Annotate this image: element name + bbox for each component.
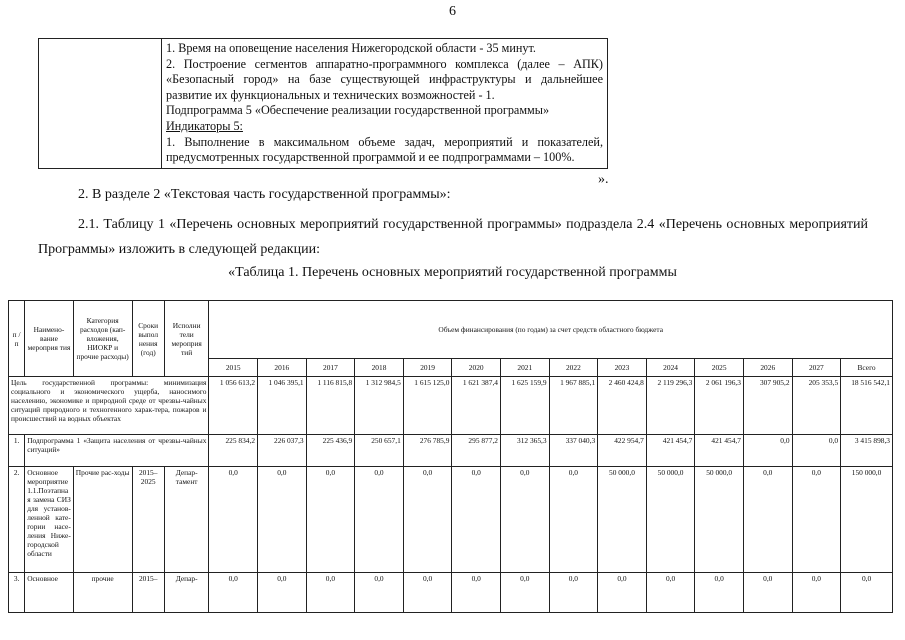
- row1-value: 422 954,7: [598, 435, 647, 467]
- goal-value: 2 460 424,8: [598, 377, 647, 435]
- top-line-1: 1. Время на оповещение населения Нижегородской области - 35 минут.: [166, 41, 536, 55]
- closing-quote: ».: [598, 172, 609, 187]
- top-block-empty-cell: [39, 39, 162, 169]
- row2-value: 0,0: [306, 467, 355, 573]
- row3-value: 0,0: [403, 573, 452, 613]
- goal-value: 1 615 125,0: [403, 377, 452, 435]
- row2-value: 0,0: [209, 467, 258, 573]
- row2-value: 0,0: [258, 467, 307, 573]
- row2-category: Прочие рас-ходы: [73, 467, 132, 573]
- header-name: Наимено-вание мероприя тия: [25, 301, 74, 377]
- row-num: 2.: [9, 467, 25, 573]
- top-block-text-cell: [162, 39, 608, 169]
- header-num: п / п: [9, 301, 25, 377]
- goal-value: 307 905,2: [743, 377, 792, 435]
- row2-name: Основное мероприятие 1.1.Поэтапна я замена СИЗ для установ-ленной кате-гории насе-ления Ниже-городской области: [25, 467, 74, 573]
- year-header: 2027: [792, 359, 841, 377]
- row2-value: 0,0: [549, 467, 598, 573]
- goal-value: 205 353,5: [792, 377, 841, 435]
- goal-value: 1 046 395,1: [258, 377, 307, 435]
- goal-value: 1 625 159,9: [500, 377, 549, 435]
- table-caption: «Таблица 1. Перечень основных мероприятий государственной программы: [228, 265, 677, 280]
- year-header: 2016: [258, 359, 307, 377]
- row3-value: 0,0: [598, 573, 647, 613]
- year-header: 2022: [549, 359, 598, 377]
- row3-executor: Депар-: [164, 573, 209, 613]
- row1-value: 337 040,3: [549, 435, 598, 467]
- row1-value-total: 3 415 898,3: [841, 435, 893, 467]
- row2-term: 2015–2025: [132, 467, 164, 573]
- goal-value: 2 119 296,3: [646, 377, 695, 435]
- paragraph-2: 2.1. Таблицу 1 «Перечень основных мероприятий государственной программы» подраздела 2.4 «Перечень основных мероприятий Программы» изложить в следующей редакции:: [38, 217, 868, 257]
- row1-value: 295 877,2: [452, 435, 501, 467]
- row2-value-total: 150 000,0: [841, 467, 893, 573]
- table-row-1: [9, 435, 893, 467]
- row1-label: Подпрограмма 1 «Защита населения от чрезвы-чайных ситуаций»: [25, 435, 209, 467]
- goal-label: Цель государственной программы: минимизация социального и экономического ущерба, наносимого населению, экономике и природной среде от чрезвы-чайных ситуаций природного и техногенного харак-тера, пожаров и происшествий на водных объектах: [9, 377, 209, 435]
- row3-value: 0,0: [500, 573, 549, 613]
- goal-value: 1 621 387,4: [452, 377, 501, 435]
- top-block-table: [38, 38, 608, 169]
- row2-value: 0,0: [403, 467, 452, 573]
- top-line-2: 2. Построение сегментов аппаратно-программного комплекса (далее – АПК) «Безопасный город» на базе существующей инфраструктуры и дальнейшее развитие их функциональных и технических возможностей - 1.: [166, 56, 603, 102]
- year-header: 2021: [500, 359, 549, 377]
- row1-value: 276 785,9: [403, 435, 452, 467]
- year-header: 2025: [695, 359, 744, 377]
- goal-value: 1 312 984,5: [355, 377, 404, 435]
- year-header-total: Всего: [841, 359, 893, 377]
- row3-value: 0,0: [646, 573, 695, 613]
- row2-value: 50 000,0: [646, 467, 695, 573]
- goal-value-total: 18 516 542,1: [841, 377, 893, 435]
- year-header: 2020: [452, 359, 501, 377]
- row3-value: 0,0: [743, 573, 792, 613]
- row1-value: 225 834,2: [209, 435, 258, 467]
- row3-value: 0,0: [209, 573, 258, 613]
- row2-value: 0,0: [452, 467, 501, 573]
- page-number: 6: [449, 4, 456, 19]
- row1-value: 312 365,3: [500, 435, 549, 467]
- header-funding: Объем финансирования (по годам) за счет средств областного бюджета: [209, 301, 893, 359]
- row1-value: 226 037,3: [258, 435, 307, 467]
- row2-value: 0,0: [792, 467, 841, 573]
- row3-value: 0,0: [258, 573, 307, 613]
- goal-value: 1 116 815,8: [306, 377, 355, 435]
- row3-term: 2015–: [132, 573, 164, 613]
- row2-value: 0,0: [743, 467, 792, 573]
- row1-value: 250 657,1: [355, 435, 404, 467]
- row2-value: 0,0: [500, 467, 549, 573]
- row-num: 3.: [9, 573, 25, 613]
- row1-value: 0,0: [792, 435, 841, 467]
- table-row-3: [9, 573, 893, 613]
- goal-value: 1 967 885,1: [549, 377, 598, 435]
- header-term: Сроки выпол нения (год): [132, 301, 164, 377]
- row1-value: 421 454,7: [646, 435, 695, 467]
- row3-value: 0,0: [452, 573, 501, 613]
- year-header: 2017: [306, 359, 355, 377]
- row2-value: 50 000,0: [598, 467, 647, 573]
- row3-value-total: 0,0: [841, 573, 893, 613]
- row2-value: 50 000,0: [695, 467, 744, 573]
- year-header: 2024: [646, 359, 695, 377]
- goal-row: [9, 377, 893, 435]
- header-executor: Исполни тели мероприя тий: [164, 301, 209, 377]
- year-header: 2026: [743, 359, 792, 377]
- top-line-3: Подпрограмма 5 «Обеспечение реализации государственной программы»: [166, 103, 550, 118]
- row3-value: 0,0: [355, 573, 404, 613]
- goal-value: 1 056 613,2: [209, 377, 258, 435]
- paragraph-1: 2. В разделе 2 «Текстовая часть государственной программы»:: [78, 187, 451, 202]
- header-category: Категория расходов (кап-вложения, НИОКР и прочие расходы): [73, 301, 132, 377]
- row3-value: 0,0: [549, 573, 598, 613]
- row3-value: 0,0: [792, 573, 841, 613]
- row3-category: прочие: [73, 573, 132, 613]
- top-line-4: Индикаторы 5:: [166, 118, 243, 133]
- goal-value: 2 061 196,3: [695, 377, 744, 435]
- main-table: [8, 300, 893, 613]
- row1-value: 0,0: [743, 435, 792, 467]
- row1-value: 421 454,7: [695, 435, 744, 467]
- year-header: 2019: [403, 359, 452, 377]
- year-header: 2023: [598, 359, 647, 377]
- row-num: 1.: [9, 435, 25, 467]
- row3-value: 0,0: [306, 573, 355, 613]
- row3-name: Основное: [25, 573, 74, 613]
- year-header: 2015: [209, 359, 258, 377]
- row2-value: 0,0: [355, 467, 404, 573]
- row3-value: 0,0: [695, 573, 744, 613]
- row2-executor: Депар-тамент: [164, 467, 209, 573]
- table-row-2: [9, 467, 893, 573]
- top-line-5: 1. Выполнение в максимальном объеме задач, мероприятий и показателей, предусмотренных государственной программой и ее подпрограммами – 100%.: [166, 134, 603, 165]
- year-header: 2018: [355, 359, 404, 377]
- row1-value: 225 436,9: [306, 435, 355, 467]
